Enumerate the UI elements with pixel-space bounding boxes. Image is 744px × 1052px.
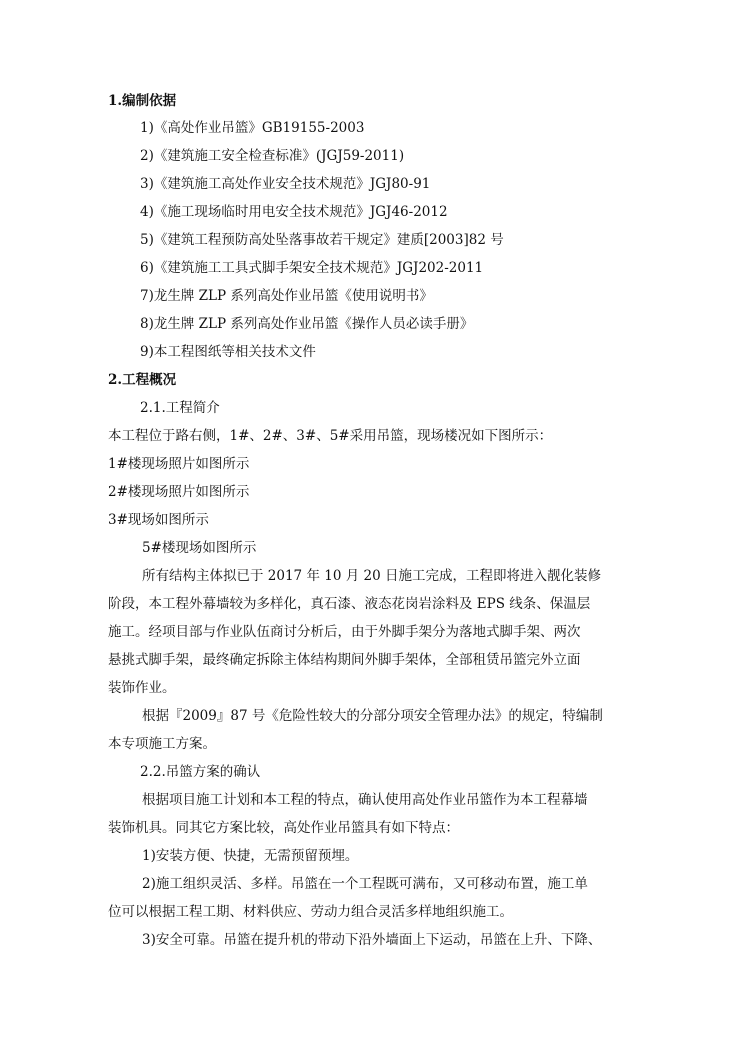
intro-paragraph: 本工程位于路右侧，1#、2#、3#、5#采用吊篮，现场楼况如下图所示： [108, 428, 553, 444]
body-paragraph-line: 装饰机具。同其它方案比较，高处作业吊篮具有如下特点： [108, 820, 459, 836]
reference-item: 9)本工程图纸等相关技术文件 [140, 344, 316, 360]
body-paragraph-line: 阶段，本工程外幕墙较为多样化，真石漆、液态花岗岩涂料及 EPS 线条、保温层 [108, 596, 591, 612]
reference-item: 2)《建筑施工安全检查标准》(JGJ59-2011) [140, 148, 405, 164]
section-heading-overview: 2.工程概况 [108, 372, 177, 388]
reference-item: 6)《建筑施工工具式脚手架安全技术规范》JGJ202-2011 [140, 260, 484, 276]
reference-item: 7)龙生牌 ZLP 系列高处作业吊篮《使用说明书》 [140, 288, 433, 304]
body-paragraph-line: 根据『2009』87 号《危险性较大的分部分项安全管理办法》的规定，特编制 [142, 708, 603, 724]
subheading-scheme-confirmation: 2.2.吊篮方案的确认 [140, 764, 261, 780]
feature-item: 3)安全可靠。吊篮在提升机的带动下沿外墙面上下运动，吊篮在上升、下降、 [142, 932, 602, 948]
body-paragraph-line: 装饰作业。 [108, 680, 176, 696]
body-paragraph-line: 所有结构主体拟已于 2017 年 10 月 20 日施工完成，工程即将进入靓化装修 [142, 568, 601, 584]
body-paragraph-line: 根据项目施工计划和本工程的特点，确认使用高处作业吊篮作为本工程幕墙 [142, 792, 588, 808]
subheading-project-intro: 2.1.工程简介 [140, 400, 220, 416]
photo-caption: 2#楼现场照片如图所示 [108, 484, 250, 500]
reference-item: 8)龙生牌 ZLP 系列高处作业吊篮《操作人员必读手册》 [140, 316, 474, 332]
body-paragraph-line: 施工。经项目部与作业队伍商讨分析后，由于外脚手架分为落地式脚手架、两次 [108, 624, 581, 640]
reference-item: 4)《施工现场临时用电安全技术规范》JGJ46-2012 [140, 204, 448, 220]
photo-caption: 1#楼现场照片如图所示 [108, 456, 250, 472]
feature-item: 2)施工组织灵活、多样。吊篮在一个工程既可满布，又可移动布置，施工单 [142, 876, 588, 892]
section-heading-basis: 1.编制依据 [108, 93, 177, 109]
reference-item: 5)《建筑工程预防高处坠落事故若干规定》建质[2003]82 号 [140, 232, 504, 248]
feature-item: 位可以根据工程工期、材料供应、劳动力组合灵活多样地组织施工。 [108, 904, 513, 920]
feature-item: 1)安装方便、快捷，无需预留预埋。 [142, 848, 359, 864]
photo-caption: 5#楼现场如图所示 [142, 540, 257, 556]
body-paragraph-line: 悬挑式脚手架，最终确定拆除主体结构期间外脚手架体，全部租赁吊篮完外立面 [108, 652, 581, 668]
reference-item: 1)《高处作业吊篮》GB19155-2003 [140, 120, 365, 136]
reference-item: 3)《建筑施工高处作业安全技术规范》JGJ80-91 [140, 176, 431, 192]
photo-caption: 3#现场如图所示 [108, 512, 209, 528]
body-paragraph-line: 本专项施工方案。 [108, 736, 216, 752]
